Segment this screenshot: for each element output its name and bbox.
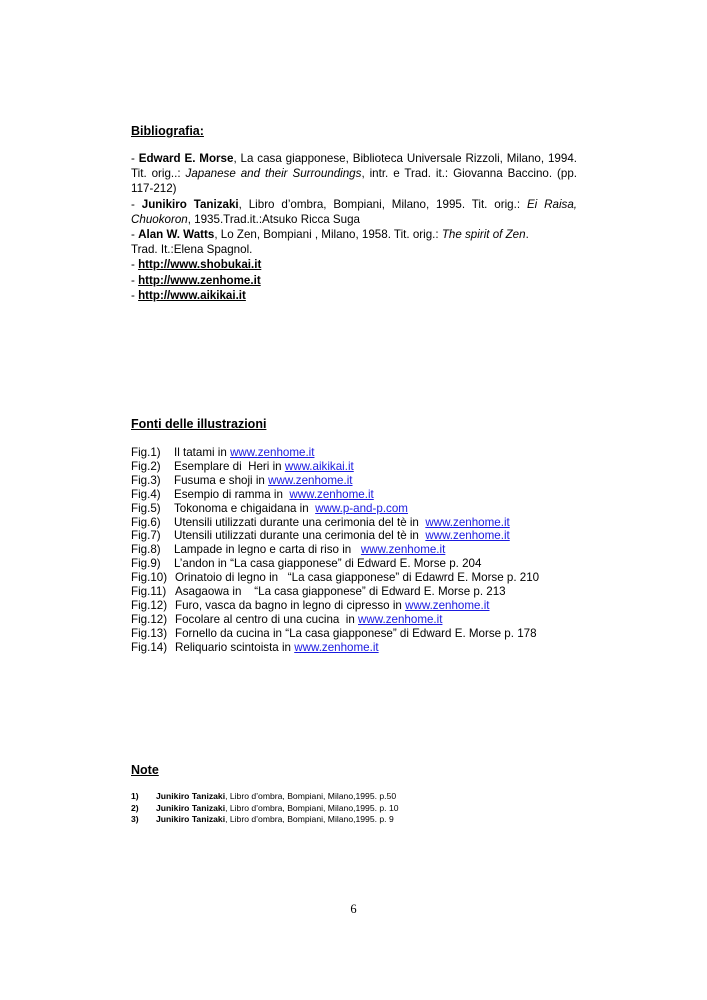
figure-description: Furo, vasca da bagno in legno di cipresso in: [175, 598, 406, 612]
figure-description: Fornello da cucina in “La casa giapponese” di Edward E. Morse p. 178: [175, 626, 537, 640]
figure-source-item: [131, 474, 539, 488]
bibliography-entry: - Alan W. Watts, Lo Zen, Bompiani , Milano, 1958. Tit. orig.: The spirit of Zen.: [131, 228, 529, 242]
bibliography-translator-line: Trad. It.:Elena Spagnol.: [131, 243, 253, 257]
figure-number: Fig.11): [131, 585, 167, 599]
figure-number: Fig.1): [131, 446, 161, 459]
note-text: Junikiro Tanizaki, Libro d’ombra, Bompiani, Milano,1995. p. 9: [156, 814, 394, 824]
figure-source-item: [131, 529, 539, 543]
figure-description: Esempio di ramma in: [174, 487, 290, 501]
figure-description: Esemplare di Heri in: [174, 459, 285, 473]
bibliography-author: Junikiro Tanizaki: [141, 197, 239, 211]
figure-source-item: [131, 446, 539, 460]
figure-source-item: [131, 502, 539, 516]
figure-source-link[interactable]: www.p-and-p.com: [315, 501, 408, 515]
figure-number: Fig.5): [131, 501, 161, 515]
bibliography-link-row: - http://www.aikikai.it: [131, 288, 246, 302]
figure-source-item: [131, 585, 539, 599]
note-text: Junikiro Tanizaki, Libro d’ombra, Bompiani, Milano,1995. p.50: [156, 791, 397, 801]
bibliography-section: [131, 151, 577, 303]
figure-description: L’andon in “La casa giapponese” di Edward E. Morse p. 204: [174, 557, 482, 571]
note-number: 3): [131, 814, 139, 824]
figure-description: Fusuma e shoji in: [174, 473, 269, 487]
figure-source-link[interactable]: www.zenhome.it: [425, 529, 510, 543]
figure-number: Fig.7): [131, 529, 161, 543]
figure-source-link[interactable]: www.aikikai.it: [284, 459, 354, 473]
figure-sources-list: [131, 446, 539, 655]
figure-description: Asagaowa in “La casa giapponese” di Edward E. Morse p. 213: [175, 585, 506, 599]
website-link-shobukai[interactable]: http://www.shobukai.it: [138, 258, 262, 272]
figure-number: Fig.3): [131, 473, 161, 487]
figure-source-item: [131, 460, 539, 474]
note-item: [131, 791, 399, 803]
figure-source-link[interactable]: www.zenhome.it: [360, 543, 446, 557]
bibliography-link-row: - http://www.zenhome.it: [131, 273, 261, 287]
bibliography-original-title: Japanese and their Surroundings: [185, 167, 362, 181]
figure-number: Fig.10): [131, 571, 168, 585]
figure-number: Fig.2): [131, 459, 161, 473]
bibliography-author: Edward E. Morse: [138, 152, 234, 165]
figure-number: Fig.12): [131, 612, 168, 626]
note-text: Junikiro Tanizaki, Libro d’ombra, Bompiani, Milano,1995. p. 10: [156, 802, 399, 813]
figure-source-link[interactable]: www.zenhome.it: [294, 640, 379, 654]
figure-source-link[interactable]: www.zenhome.it: [358, 612, 443, 626]
figure-source-item: [131, 613, 539, 627]
bibliography-entry: - Edward E. Morse, La casa giapponese, Biblioteca Universale Rizzoli, Milano, 1994. Tit. orig..: Japanese and their Surroundings, intr. e Trad. it.: Giovanna Baccino. (pp. 117-212): [131, 152, 577, 196]
bibliography-original-title: Ei Raisa, Chuokoron: [131, 197, 578, 226]
bibliography-original-title: The spirit of Zen: [441, 228, 526, 242]
figure-source-item: [131, 557, 539, 571]
bibliography-entry: - Junikiro Tanizaki, Libro d’ombra, Bompiani, Milano, 1995. Tit. orig.: Ei Raisa, Chuokoron, 1935.Trad.it.:Atsuko Ricca Suga: [131, 197, 578, 226]
figure-description: Lampade in legno e carta di riso in: [174, 543, 361, 557]
figure-description: Orinatoio di legno in “La casa giapponese” di Edawrd E. Morse p. 210: [175, 571, 540, 585]
figure-source-link[interactable]: www.zenhome.it: [289, 487, 374, 501]
figure-number: Fig.4): [131, 487, 161, 501]
figure-description: Focolare al centro di una cucina in: [175, 612, 359, 626]
website-link-aikikai[interactable]: http://www.aikikai.it: [138, 288, 246, 302]
figure-source-item: [131, 488, 539, 502]
page-number: 6: [350, 902, 357, 916]
note-item: [131, 814, 399, 826]
figure-source-item: [131, 627, 539, 641]
website-link-zenhome[interactable]: http://www.zenhome.it: [138, 273, 261, 287]
figure-description: Tokonoma e chigaidana in: [174, 501, 316, 515]
figure-source-link[interactable]: www.zenhome.it: [268, 473, 353, 487]
figures-heading: Fonti delle illustrazioni: [131, 417, 267, 431]
figure-number: Fig.6): [131, 515, 161, 529]
figure-number: Fig.8): [131, 543, 161, 557]
figure-number: Fig.14): [131, 640, 168, 654]
bibliography-link-row: - http://www.shobukai.it: [131, 258, 262, 272]
note-number: 1): [131, 791, 139, 801]
notes-heading: Note: [131, 763, 159, 777]
note-item: [131, 803, 399, 815]
figure-source-item: [131, 516, 539, 530]
figure-description: Utensili utilizzati durante una cerimonia del tè in: [174, 529, 426, 543]
figure-source-link[interactable]: www.zenhome.it: [405, 598, 490, 612]
figure-number: Fig.12): [131, 598, 168, 612]
bibliography-author: Alan W. Watts: [138, 228, 215, 242]
figure-source-item: [131, 571, 539, 585]
figure-source-link[interactable]: www.zenhome.it: [230, 446, 315, 459]
figure-number: Fig.9): [131, 557, 161, 571]
figure-description: Il tatami in: [174, 446, 231, 459]
figure-description: Utensili utilizzati durante una cerimonia del tè in: [174, 515, 426, 529]
figure-number: Fig.13): [131, 626, 168, 640]
figure-source-link[interactable]: www.zenhome.it: [425, 515, 510, 529]
figure-source-item: [131, 543, 539, 557]
figure-description: Reliquario scintoista in: [175, 640, 295, 654]
figure-source-item: [131, 641, 539, 655]
figure-source-item: [131, 599, 539, 613]
note-number: 2): [131, 802, 139, 813]
notes-list: [131, 791, 399, 826]
bibliography-heading: Bibliografia:: [131, 124, 204, 138]
